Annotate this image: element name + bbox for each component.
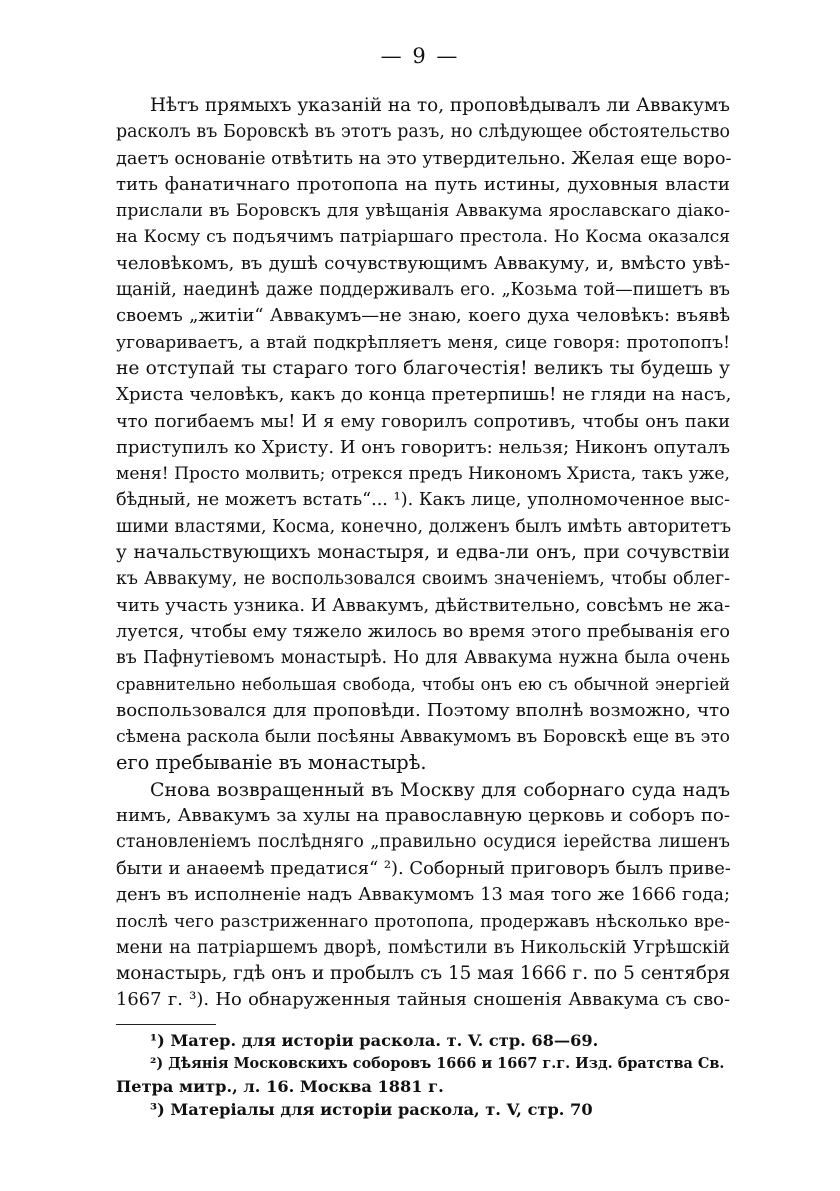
text-line: приступилъ ко Христу. И онъ говоритъ: нельзя; Никонъ опуталъ bbox=[116, 436, 730, 458]
text-line: быти и анаѳемѣ предатися“ ²). Соборный приговоръ былъ приве- bbox=[116, 857, 731, 879]
text-line: Христа человѣкъ, какъ до конца претерпишь! не гляди на насъ, bbox=[116, 384, 732, 406]
text-line: воспользовался для проповѣди. Поэтому вполнѣ возможно, что bbox=[116, 699, 730, 721]
text-line: бѣдный, не можетъ встать“... ¹). Какъ лице, уполномоченное выс- bbox=[116, 490, 730, 511]
text-line: не отступай ты стараго того благочестія! великъ ты будешь у bbox=[116, 357, 730, 379]
text-line: Нѣтъ прямыхъ указаній на то, проповѣдывалъ ли Аввакумъ bbox=[150, 95, 730, 116]
paragraph-1 bbox=[116, 93, 730, 777]
text-line: къ Аввакуму, не воспользовался своимъ значеніемъ, чтобы облег- bbox=[116, 569, 730, 590]
text-line: прислали въ Боровскъ для увѣщанія Аввакума ярославскаго діако- bbox=[116, 201, 730, 222]
text-line: щаній, наединѣ даже поддерживалъ его. „Козьма той—пишетъ въ bbox=[116, 280, 730, 301]
text-line: его пребываніе въ монастырѣ. bbox=[116, 751, 427, 775]
text-line: на Косму съ подъячимъ патріаршаго престола. Но Косма оказался bbox=[116, 227, 730, 248]
text-line: денъ въ исполненіе надъ Аввакумомъ 13 мая того же 1666 года; bbox=[116, 883, 730, 905]
footnote-2-continued: Петра митр., л. 16. Москва 1881 г. bbox=[116, 1077, 444, 1096]
text-line: становленіемъ послѣдняго „правильно осудися іерейства лишенъ bbox=[116, 832, 730, 853]
text-line: своемъ „житіи“ Аввакумъ—не знаю, коего духа человѣкъ: въявѣ bbox=[116, 305, 730, 327]
text-line: меня! Просто молвить; отрекся предъ Никономъ Христа, такъ уже, bbox=[116, 464, 730, 485]
text-line: чить участь узника. И Аввакумъ, дѣйствительно, совсѣмъ не жа- bbox=[116, 594, 731, 616]
text-line: послѣ чего разстриженнаго протопопа, продержавъ нѣсколько вре- bbox=[116, 911, 730, 932]
text-line: что погибаемъ мы! И я ему говорилъ сопротивъ, чтобы онъ паки bbox=[116, 411, 730, 432]
text-line: монастырь, гдѣ онъ и пробылъ съ 15 мая 1666 г. по 5 сентября bbox=[116, 962, 731, 984]
text-line: сравнительно небольшая свобода, чтобы онъ ею съ обычной энергіей bbox=[116, 674, 730, 694]
text-line: даетъ основаніе отвѣтить на это утвердительно. Желая еще воро- bbox=[116, 148, 732, 169]
page-number: — 9 — bbox=[380, 44, 460, 68]
footnote-1: ¹) Матер. для исторіи раскола. т. V. стр. 68—69. bbox=[150, 1031, 599, 1050]
text-line: расколъ въ Боровскѣ въ этотъ разъ, но слѣдующее обстоятельство bbox=[116, 122, 730, 143]
text-line: луется, чтобы ему тяжело жилось во время этого пребыванія его bbox=[116, 621, 730, 642]
text-line: нимъ, Аввакумъ за хулы на православную церковь и соборъ по- bbox=[116, 805, 730, 827]
text-line: сѣмена раскола были посѣяны Аввакумомъ въ Боровскѣ еще въ это bbox=[116, 727, 730, 748]
text-line: мени на патріаршемъ дворѣ, помѣстили въ Никольскій Угрѣшскій bbox=[116, 937, 730, 958]
text-line: человѣкомъ, въ душѣ сочувствующимъ Аввакуму, и, вмѣсто увѣ- bbox=[116, 252, 730, 274]
text-line: шими властями, Косма, конечно, долженъ былъ имѣть авторитетъ bbox=[116, 516, 732, 537]
footnote-separator bbox=[116, 1024, 216, 1025]
text-line: въ Пафнутіевомъ монастырѣ. Но для Аввакума нужна была очень bbox=[116, 648, 730, 669]
text-line: уговариваетъ, а втай подкрѣпляетъ меня, сице говоря: протопопъ! bbox=[116, 332, 730, 353]
footnote-2: ²) Дѣянія Московскихъ соборовъ 1666 и 1667 г.г. Изд. братства Св. bbox=[150, 1055, 725, 1072]
text-line: тить фанатичнаго протопопа на путь истины, духовныя власти bbox=[116, 173, 730, 195]
text-line: Снова возвращенный въ Москву для соборнаго суда надъ bbox=[150, 778, 730, 801]
footnotes bbox=[116, 1029, 730, 1121]
footnote-3: ³) Матеріалы для исторіи раскола, т. V, стр. 70 bbox=[150, 1100, 593, 1119]
text-line: у начальствующихъ монастыря, и едва-ли онъ, при сочувствіи bbox=[116, 542, 730, 564]
text-line: 1667 г. ³). Но обнаруженныя тайныя сношенія Аввакума съ сво- bbox=[116, 989, 730, 1011]
paragraph-2 bbox=[116, 777, 730, 1014]
body-text bbox=[116, 93, 730, 1013]
